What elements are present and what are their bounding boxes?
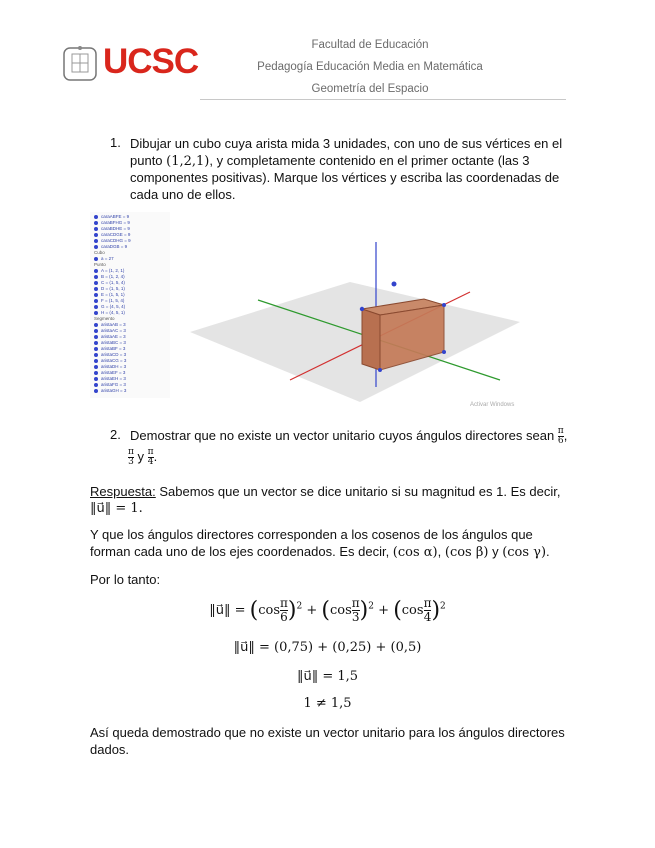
sidebar-entry[interactable]: caraBDHE = 9 bbox=[94, 226, 130, 231]
sidebar-entry[interactable]: D = (1, 5, 1) bbox=[94, 286, 125, 291]
activate-windows-watermark: Activar Windows bbox=[470, 402, 515, 408]
frac-pi-6: $\frac{\pi}{6}$ bbox=[557, 426, 564, 447]
item1-number: 1. bbox=[110, 135, 121, 150]
item1-line1: Dibujar un cubo cuya arista mida 3 unidades, con uno de sus vértices en el bbox=[130, 136, 563, 151]
ucsc-logo: UCSC bbox=[103, 42, 199, 81]
sidebar-entry[interactable]: F = (1, 5, 4) bbox=[94, 298, 124, 303]
sidebar-entry[interactable]: G = (4, 5, 4) bbox=[94, 304, 125, 309]
university-seal bbox=[62, 44, 98, 84]
sidebar-entry[interactable]: caraDGB = 9 bbox=[94, 244, 127, 249]
para2-line2: forman cada uno de los ejes coordenados. Es decir, (cos α), (cos β) y (cos γ). bbox=[90, 544, 550, 560]
sidebar-entry[interactable]: A = (1, 2, 1) bbox=[94, 268, 124, 273]
sidebar-entry[interactable]: caraCDGE = 9 bbox=[94, 232, 130, 237]
vertex-a bbox=[360, 307, 364, 311]
item2-line2: $\frac{\pi}{3}$ y $\frac{\pi}{4}$ . bbox=[128, 447, 158, 468]
para2-line1: Y que los ángulos directores corresponden a los cosenos de los ángulos que bbox=[90, 527, 533, 542]
equation-1: ‖u⃗‖ = (cos $\frac{\pi}{6}$ )$^2$ + (cos $\frac{\pi}{3}$ )$^2$ + (cos $\frac{\pi}{4}$ )$^2$ bbox=[209, 596, 446, 624]
frac-pi-3: $\frac{\pi}{3}$ bbox=[128, 447, 134, 468]
sidebar-entry[interactable]: aristaFG = 3 bbox=[94, 382, 126, 387]
program-name: Pedagogía Educación Media en Matemática bbox=[257, 61, 483, 73]
por-lo-tanto: Por lo tanto: bbox=[90, 572, 161, 587]
conclusion-line1: Así queda demostrado que no existe un vector unitario para los ángulos directores bbox=[90, 725, 565, 740]
sidebar-entry[interactable]: a = 27 bbox=[94, 256, 114, 261]
sidebar-entry[interactable]: aristaBC = 3 bbox=[94, 340, 126, 345]
sidebar-entry[interactable]: Punto bbox=[94, 262, 106, 267]
sidebar-entry[interactable]: aristaAB = 3 bbox=[94, 322, 126, 327]
item2-number: 2. bbox=[110, 427, 121, 442]
conclusion-line2: dados. bbox=[90, 742, 130, 757]
sidebar-entry[interactable]: caraABFE = 9 bbox=[94, 214, 129, 219]
header-rule bbox=[200, 99, 566, 100]
equation-3: ‖u⃗‖ = 1,5 bbox=[296, 669, 359, 684]
sidebar-entry[interactable]: caraBFHG = 9 bbox=[94, 220, 130, 225]
xy-plane bbox=[190, 282, 520, 402]
sidebar-entry[interactable]: aristaEF = 3 bbox=[94, 370, 125, 375]
cube-left bbox=[362, 309, 380, 370]
equation-2: ‖u⃗‖ = (0,75) + (0,25) + (0,5) bbox=[233, 640, 422, 655]
respuesta-label: Respuesta: bbox=[90, 484, 156, 499]
sidebar-entry[interactable]: aristaBF = 3 bbox=[94, 346, 125, 351]
vertex-b bbox=[392, 282, 397, 287]
sidebar-entry[interactable]: C = (1, 5, 4) bbox=[94, 280, 125, 285]
equation-4: 1 ≠ 1,5 bbox=[303, 696, 352, 711]
frac-pi-4: $\frac{\pi}{4}$ bbox=[147, 447, 154, 468]
sidebar-entry[interactable]: aristaCD = 3 bbox=[94, 352, 126, 357]
respuesta-line1: Respuesta: Sabemos que un vector se dice unitario si su magnitud es 1. Es decir, bbox=[90, 484, 561, 499]
unit-magnitude-eq: ‖u⃗‖ = 1. bbox=[90, 501, 143, 516]
sidebar-entry[interactable]: aristaAE = 3 bbox=[94, 334, 126, 339]
sidebar-entry[interactable]: aristaDH = 3 bbox=[94, 364, 126, 369]
sidebar-entry[interactable]: aristaEH = 3 bbox=[94, 376, 126, 381]
vertex-e bbox=[442, 350, 446, 354]
sidebar-entry[interactable]: H = (4, 5, 1) bbox=[94, 310, 125, 315]
sidebar-entry[interactable]: aristaCG = 3 bbox=[94, 358, 126, 363]
sidebar-entry[interactable]: Cubo bbox=[94, 250, 105, 255]
sidebar-entry[interactable]: caraCDHG = 9 bbox=[94, 238, 131, 243]
sidebar-entry[interactable]: B = (1, 2, 4) bbox=[94, 274, 125, 279]
course-name: Geometría del Espacio bbox=[311, 83, 429, 95]
sidebar-entry[interactable]: aristaAC = 3 bbox=[94, 328, 126, 333]
item1-line3: componentes positivas). Marque los vértices y escriba las coordenadas de bbox=[130, 170, 560, 185]
item1-line2: punto (1,2,1), y completamente contenido en el primer octante (las 3 bbox=[130, 153, 530, 169]
faculty-name: Facultad de Educación bbox=[311, 39, 429, 51]
vertex-d bbox=[378, 368, 382, 372]
sidebar-entry[interactable]: aristaGH = 3 bbox=[94, 388, 126, 393]
item1-line4: cada uno de ellos. bbox=[130, 187, 236, 202]
vertex-c bbox=[442, 303, 446, 307]
3d-graphics-view bbox=[170, 212, 535, 410]
algebra-sidebar bbox=[90, 212, 170, 398]
sidebar-entry[interactable]: Segmento bbox=[94, 316, 115, 321]
item2-line1: Demostrar que no existe un vector unitario cuyos ángulos directores sean $\frac{\pi}{6}$ , bbox=[130, 426, 568, 447]
point-coords: (1,2,1) bbox=[166, 154, 210, 169]
sidebar-entry[interactable]: E = (1, 5, 1) bbox=[94, 292, 125, 297]
